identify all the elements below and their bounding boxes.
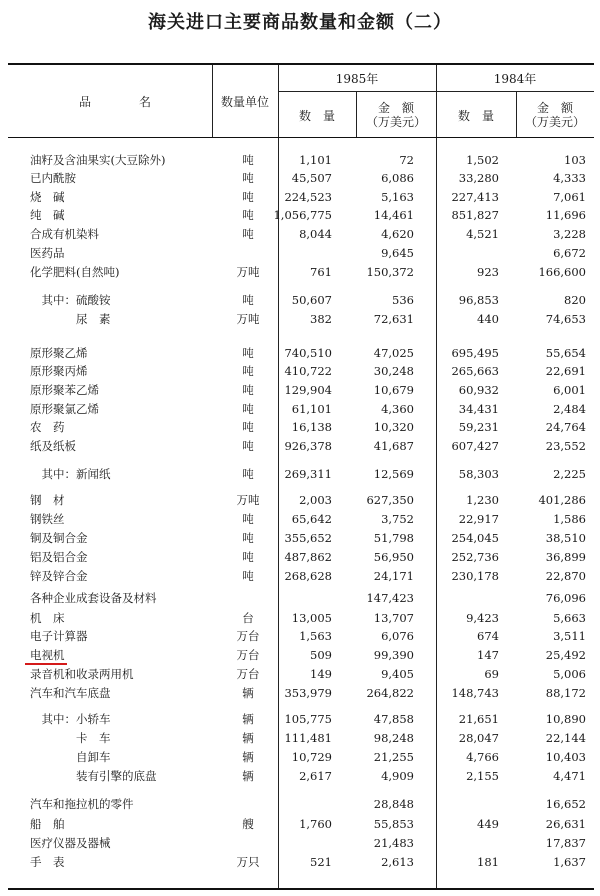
row-qty-1984: 607,427 bbox=[451, 439, 499, 453]
row-amount-1984: 4,333 bbox=[553, 171, 586, 185]
row-amount-1985: 47,025 bbox=[373, 346, 414, 360]
header-amount-1985 bbox=[356, 101, 436, 129]
table-row bbox=[8, 491, 594, 509]
row-name: 农 药 bbox=[30, 420, 65, 434]
row-amount-1984: 1,586 bbox=[553, 512, 586, 526]
table-row bbox=[8, 418, 594, 436]
row-amount-1985: 21,483 bbox=[373, 836, 414, 850]
row-unit: 吨 bbox=[242, 171, 254, 185]
row-qty-1984: 60,932 bbox=[458, 383, 499, 397]
row-amount-1984: 2,484 bbox=[553, 402, 586, 416]
row-unit: 万吨 bbox=[236, 493, 260, 507]
row-qty-1985: 355,652 bbox=[284, 531, 332, 545]
row-name: 纸及纸板 bbox=[30, 439, 76, 453]
row-qty-1984: 69 bbox=[484, 667, 499, 681]
row-qty-1984: 21,651 bbox=[458, 712, 499, 726]
row-qty-1984: 4,766 bbox=[466, 750, 499, 764]
row-unit: 吨 bbox=[242, 569, 254, 583]
row-qty-1984: 148,743 bbox=[451, 686, 499, 700]
row-name: 尿 素 bbox=[30, 312, 111, 326]
row-name: 电视机 bbox=[30, 648, 65, 662]
row-name: 原形聚苯乙烯 bbox=[30, 383, 99, 397]
row-qty-1984: 227,413 bbox=[451, 190, 499, 204]
row-name: 电子计算器 bbox=[30, 629, 88, 643]
row-amount-1984: 3,228 bbox=[553, 227, 586, 241]
row-qty-1984: 33,280 bbox=[458, 171, 499, 185]
table-row bbox=[8, 834, 594, 852]
row-amount-1985: 264,822 bbox=[366, 686, 414, 700]
header-year-1985: 1985年 bbox=[335, 72, 379, 86]
row-unit: 吨 bbox=[242, 531, 254, 545]
row-name: 合成有机染料 bbox=[30, 227, 99, 241]
table-row bbox=[8, 400, 594, 418]
row-name: 各种企业成套设备及材料 bbox=[30, 591, 157, 605]
row-name: 油籽及含油果实(大豆除外) bbox=[30, 153, 166, 167]
table-row bbox=[8, 646, 594, 664]
row-name: 医药品 bbox=[30, 246, 65, 260]
header-year-1984: 1984年 bbox=[493, 72, 537, 86]
row-qty-1985: 65,642 bbox=[291, 512, 332, 526]
row-qty-1985: 129,904 bbox=[284, 383, 332, 397]
header-amount-unit: （万美元） bbox=[365, 115, 426, 129]
table-row bbox=[8, 437, 594, 455]
row-amount-1984: 103 bbox=[564, 153, 586, 167]
row-qty-1984: 1,230 bbox=[466, 493, 499, 507]
row-name: 医疗仪器及器械 bbox=[30, 836, 111, 850]
row-unit: 吨 bbox=[242, 383, 254, 397]
row-name: 手 表 bbox=[30, 855, 65, 869]
row-unit: 辆 bbox=[242, 769, 254, 783]
table-row bbox=[8, 188, 594, 206]
row-amount-1984: 11,696 bbox=[545, 208, 586, 222]
row-unit: 辆 bbox=[242, 712, 254, 726]
row-unit: 吨 bbox=[242, 402, 254, 416]
row-amount-1985: 28,848 bbox=[373, 797, 414, 811]
row-qty-1985: 2,003 bbox=[299, 493, 332, 507]
row-amount-1985: 56,950 bbox=[373, 550, 414, 564]
row-unit: 万吨 bbox=[236, 265, 260, 279]
row-qty-1984: 9,423 bbox=[466, 611, 499, 625]
row-qty-1984: 923 bbox=[477, 265, 499, 279]
row-amount-1985: 3,752 bbox=[381, 512, 414, 526]
row-name: 钢铁丝 bbox=[30, 512, 65, 526]
row-amount-1985: 4,909 bbox=[381, 769, 414, 783]
table-row bbox=[8, 465, 594, 483]
row-qty-1985: 1,056,775 bbox=[273, 208, 332, 222]
table-row bbox=[8, 684, 594, 702]
row-unit: 万台 bbox=[236, 667, 260, 681]
row-qty-1984: 851,827 bbox=[451, 208, 499, 222]
row-amount-1985: 10,320 bbox=[373, 420, 414, 434]
row-qty-1984: 96,853 bbox=[458, 293, 499, 307]
table-row bbox=[8, 710, 594, 728]
row-name: 其中：新闻纸 bbox=[30, 467, 111, 481]
row-amount-1985: 9,645 bbox=[381, 246, 414, 260]
row-name: 卡 车 bbox=[30, 731, 111, 745]
row-name: 汽车和汽车底盘 bbox=[30, 686, 111, 700]
row-qty-1984: 1,502 bbox=[466, 153, 499, 167]
row-qty-1985: 487,862 bbox=[284, 550, 332, 564]
row-amount-1984: 5,006 bbox=[553, 667, 586, 681]
header-amount-label: 金 额 bbox=[377, 101, 414, 115]
row-unit: 万台 bbox=[236, 648, 260, 662]
row-qty-1985: 8,044 bbox=[299, 227, 332, 241]
row-qty-1985: 761 bbox=[310, 265, 332, 279]
header-name: 品 名 bbox=[78, 95, 151, 109]
table-row bbox=[8, 344, 594, 362]
row-name: 化学肥料(自然吨) bbox=[30, 265, 120, 279]
row-amount-1985: 99,390 bbox=[373, 648, 414, 662]
row-unit: 吨 bbox=[242, 208, 254, 222]
row-amount-1985: 12,569 bbox=[373, 467, 414, 481]
row-amount-1984: 22,870 bbox=[545, 569, 586, 583]
row-amount-1984: 24,764 bbox=[545, 420, 586, 434]
table-row bbox=[8, 169, 594, 187]
row-amount-1984: 7,061 bbox=[553, 190, 586, 204]
row-unit: 辆 bbox=[242, 731, 254, 745]
row-amount-1984: 55,654 bbox=[545, 346, 586, 360]
table-row bbox=[8, 529, 594, 547]
row-amount-1984: 401,286 bbox=[538, 493, 586, 507]
table-row bbox=[8, 567, 594, 585]
row-amount-1985: 5,163 bbox=[381, 190, 414, 204]
row-amount-1984: 88,172 bbox=[545, 686, 586, 700]
row-qty-1984: 58,303 bbox=[458, 467, 499, 481]
row-qty-1985: 105,775 bbox=[284, 712, 332, 726]
row-amount-1984: 17,837 bbox=[545, 836, 586, 850]
row-amount-1984: 6,001 bbox=[553, 383, 586, 397]
row-qty-1985: 2,617 bbox=[299, 769, 332, 783]
top-rule bbox=[8, 63, 594, 65]
row-amount-1984: 38,510 bbox=[545, 531, 586, 545]
row-amount-1985: 30,248 bbox=[373, 364, 414, 378]
table-row bbox=[8, 795, 594, 813]
row-unit: 吨 bbox=[242, 439, 254, 453]
table-row bbox=[8, 767, 594, 785]
bottom-rule bbox=[8, 888, 594, 890]
row-qty-1985: 13,005 bbox=[291, 611, 332, 625]
row-amount-1984: 22,144 bbox=[545, 731, 586, 745]
table-row bbox=[8, 263, 594, 281]
row-qty-1985: 45,507 bbox=[291, 171, 332, 185]
row-name: 机 床 bbox=[30, 611, 65, 625]
row-amount-1985: 6,076 bbox=[381, 629, 414, 643]
table-row bbox=[8, 291, 594, 309]
row-qty-1984: 22,917 bbox=[458, 512, 499, 526]
row-qty-1985: 149 bbox=[310, 667, 332, 681]
table-row bbox=[8, 609, 594, 627]
row-amount-1985: 24,171 bbox=[373, 569, 414, 583]
row-amount-1984: 166,600 bbox=[538, 265, 586, 279]
row-qty-1984: 230,178 bbox=[451, 569, 499, 583]
row-amount-1984: 22,691 bbox=[545, 364, 586, 378]
row-unit: 吨 bbox=[242, 293, 254, 307]
row-qty-1984: 181 bbox=[477, 855, 499, 869]
row-amount-1985: 55,853 bbox=[373, 817, 414, 831]
row-qty-1984: 59,231 bbox=[458, 420, 499, 434]
row-qty-1985: 269,311 bbox=[284, 467, 332, 481]
row-name: 烧 碱 bbox=[30, 190, 65, 204]
row-qty-1985: 50,607 bbox=[291, 293, 332, 307]
header-rule bbox=[8, 137, 594, 138]
row-qty-1984: 34,431 bbox=[458, 402, 499, 416]
row-amount-1984: 26,631 bbox=[545, 817, 586, 831]
row-amount-1985: 147,423 bbox=[366, 591, 414, 605]
row-qty-1985: 10,729 bbox=[291, 750, 332, 764]
table-row bbox=[8, 853, 594, 871]
row-qty-1985: 353,979 bbox=[284, 686, 332, 700]
row-unit: 吨 bbox=[242, 420, 254, 434]
row-amount-1984: 2,225 bbox=[553, 467, 586, 481]
row-amount-1984: 23,552 bbox=[545, 439, 586, 453]
page-title: 海关进口主要商品数量和金额（二） bbox=[148, 12, 452, 33]
row-amount-1984: 6,672 bbox=[553, 246, 586, 260]
row-amount-1984: 36,899 bbox=[545, 550, 586, 564]
row-qty-1984: 449 bbox=[477, 817, 499, 831]
row-qty-1984: 4,521 bbox=[466, 227, 499, 241]
row-unit: 万只 bbox=[236, 855, 260, 869]
row-qty-1984: 2,155 bbox=[466, 769, 499, 783]
row-unit: 吨 bbox=[242, 550, 254, 564]
row-name: 船 舶 bbox=[30, 817, 65, 831]
row-amount-1984: 820 bbox=[564, 293, 586, 307]
header-year-underline bbox=[278, 91, 594, 92]
row-amount-1984: 16,652 bbox=[545, 797, 586, 811]
table-row bbox=[8, 225, 594, 243]
table-row bbox=[8, 362, 594, 380]
row-unit: 台 bbox=[242, 611, 254, 625]
row-name: 已内酰胺 bbox=[30, 171, 76, 185]
row-name: 原形聚丙烯 bbox=[30, 364, 88, 378]
row-name: 其中：小轿车 bbox=[30, 712, 111, 726]
row-name: 其中：硫酸铵 bbox=[30, 293, 111, 307]
table-row bbox=[8, 151, 594, 169]
row-amount-1985: 98,248 bbox=[373, 731, 414, 745]
row-amount-1985: 2,613 bbox=[381, 855, 414, 869]
row-amount-1984: 76,096 bbox=[545, 591, 586, 605]
header-qty-1985: 数 量 bbox=[298, 109, 335, 123]
row-name: 自卸车 bbox=[30, 750, 111, 764]
row-amount-1984: 10,403 bbox=[545, 750, 586, 764]
row-amount-1985: 21,255 bbox=[373, 750, 414, 764]
header-amount-1984 bbox=[516, 101, 594, 129]
row-name: 原形聚氯乙烯 bbox=[30, 402, 99, 416]
red-underline-mark bbox=[25, 663, 67, 665]
row-unit: 吨 bbox=[242, 364, 254, 378]
row-unit: 万吨 bbox=[236, 312, 260, 326]
row-qty-1985: 509 bbox=[310, 648, 332, 662]
row-amount-1985: 14,461 bbox=[373, 208, 414, 222]
row-unit: 万台 bbox=[236, 629, 260, 643]
row-qty-1985: 111,481 bbox=[284, 731, 332, 745]
row-amount-1984: 10,890 bbox=[545, 712, 586, 726]
row-qty-1985: 224,523 bbox=[284, 190, 332, 204]
table-row bbox=[8, 665, 594, 683]
row-qty-1985: 61,101 bbox=[291, 402, 332, 416]
row-name: 锌及锌合金 bbox=[30, 569, 88, 583]
row-qty-1984: 674 bbox=[477, 629, 499, 643]
row-unit: 辆 bbox=[242, 750, 254, 764]
row-qty-1984: 28,047 bbox=[458, 731, 499, 745]
row-unit: 辆 bbox=[242, 686, 254, 700]
row-qty-1984: 254,045 bbox=[451, 531, 499, 545]
header-qty-1984: 数 量 bbox=[457, 109, 494, 123]
row-unit: 吨 bbox=[242, 153, 254, 167]
row-name: 钢 材 bbox=[30, 493, 65, 507]
row-qty-1985: 1,760 bbox=[299, 817, 332, 831]
row-amount-1985: 9,405 bbox=[381, 667, 414, 681]
row-qty-1985: 16,138 bbox=[291, 420, 332, 434]
row-unit: 吨 bbox=[242, 227, 254, 241]
row-amount-1984: 4,471 bbox=[553, 769, 586, 783]
table-row bbox=[8, 748, 594, 766]
header-unit: 数量单位 bbox=[220, 95, 269, 109]
row-qty-1984: 265,663 bbox=[451, 364, 499, 378]
header-amount-label: 金 额 bbox=[536, 101, 573, 115]
row-qty-1985: 1,101 bbox=[299, 153, 332, 167]
table-row bbox=[8, 548, 594, 566]
row-name: 纯 碱 bbox=[30, 208, 65, 222]
row-qty-1985: 410,722 bbox=[284, 364, 332, 378]
row-amount-1985: 13,707 bbox=[373, 611, 414, 625]
row-name: 装有引擎的底盘 bbox=[30, 769, 157, 783]
table-row bbox=[8, 627, 594, 645]
row-amount-1984: 5,663 bbox=[553, 611, 586, 625]
row-qty-1985: 1,563 bbox=[299, 629, 332, 643]
row-unit: 艘 bbox=[242, 817, 254, 831]
table-row bbox=[8, 206, 594, 224]
row-amount-1985: 41,687 bbox=[373, 439, 414, 453]
row-unit: 吨 bbox=[242, 190, 254, 204]
row-amount-1985: 4,360 bbox=[381, 402, 414, 416]
table-row bbox=[8, 815, 594, 833]
row-amount-1985: 10,679 bbox=[373, 383, 414, 397]
table-row bbox=[8, 381, 594, 399]
row-amount-1985: 150,372 bbox=[366, 265, 414, 279]
table-row bbox=[8, 510, 594, 528]
row-qty-1984: 440 bbox=[477, 312, 499, 326]
table-row bbox=[8, 310, 594, 328]
row-amount-1985: 72 bbox=[399, 153, 414, 167]
row-name: 铝及铝合金 bbox=[30, 550, 88, 564]
row-amount-1984: 1,637 bbox=[553, 855, 586, 869]
row-qty-1985: 740,510 bbox=[284, 346, 332, 360]
row-name: 铜及铜合金 bbox=[30, 531, 88, 545]
row-qty-1985: 268,628 bbox=[284, 569, 332, 583]
header-amount-unit: （万美元） bbox=[524, 115, 585, 129]
row-unit: 吨 bbox=[242, 512, 254, 526]
row-name: 原形聚乙烯 bbox=[30, 346, 88, 360]
row-unit: 吨 bbox=[242, 467, 254, 481]
row-qty-1984: 695,495 bbox=[451, 346, 499, 360]
row-amount-1985: 627,350 bbox=[366, 493, 414, 507]
row-name: 录音机和收录两用机 bbox=[30, 667, 134, 681]
row-amount-1984: 25,492 bbox=[545, 648, 586, 662]
table-row bbox=[8, 589, 594, 607]
row-amount-1985: 536 bbox=[392, 293, 414, 307]
row-unit: 吨 bbox=[242, 346, 254, 360]
row-qty-1984: 252,736 bbox=[451, 550, 499, 564]
row-qty-1985: 521 bbox=[310, 855, 332, 869]
table-row bbox=[8, 244, 594, 262]
row-amount-1985: 51,798 bbox=[373, 531, 414, 545]
row-qty-1985: 926,378 bbox=[284, 439, 332, 453]
row-amount-1985: 6,086 bbox=[381, 171, 414, 185]
row-qty-1984: 147 bbox=[477, 648, 499, 662]
row-amount-1984: 74,653 bbox=[545, 312, 586, 326]
table-row bbox=[8, 729, 594, 747]
row-qty-1985: 382 bbox=[310, 312, 332, 326]
row-amount-1985: 47,858 bbox=[373, 712, 414, 726]
row-amount-1984: 3,511 bbox=[553, 629, 586, 643]
row-amount-1985: 4,620 bbox=[381, 227, 414, 241]
row-name: 汽车和拖拉机的零件 bbox=[30, 797, 134, 811]
row-amount-1985: 72,631 bbox=[373, 312, 414, 326]
